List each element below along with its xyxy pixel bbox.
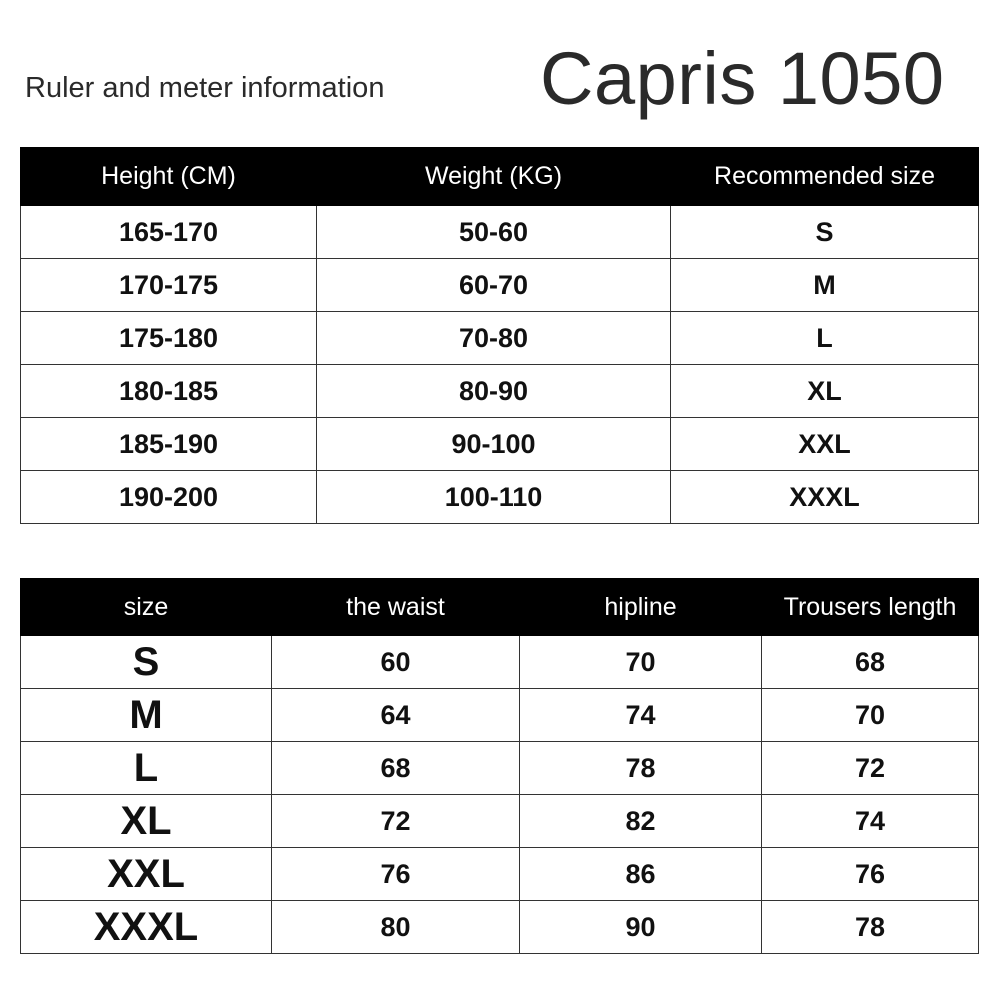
hipline-cell: 70 [520,636,762,689]
recommended-size-cell: XL [671,365,979,418]
weight-cell: 70-80 [317,312,671,365]
waist-cell: 72 [272,795,520,848]
hipline-cell: 74 [520,689,762,742]
waist-cell: 80 [272,901,520,954]
height-cell: 175-180 [21,312,317,365]
table-row [21,901,979,954]
column-header: size [21,579,272,636]
weight-cell: 100-110 [317,471,671,524]
table-row [21,418,979,471]
trousers-length-cell: 72 [762,742,979,795]
table-row [21,689,979,742]
waist-cell: 60 [272,636,520,689]
hipline-cell: 86 [520,848,762,901]
height-cell: 180-185 [21,365,317,418]
table-row [21,471,979,524]
size-recommendation-table [20,147,979,524]
trousers-length-cell: 78 [762,901,979,954]
table-header-row [21,579,979,636]
table-row [21,365,979,418]
column-header: the waist [272,579,520,636]
table-row [21,259,979,312]
weight-cell: 60-70 [317,259,671,312]
column-header: Height (CM) [21,148,317,206]
table-row [21,848,979,901]
recommended-size-cell: XXXL [671,471,979,524]
hipline-cell: 90 [520,901,762,954]
weight-cell: 80-90 [317,365,671,418]
column-header: Recommended size [671,148,979,206]
size-cell: XXXL [21,901,272,954]
table-row [21,795,979,848]
column-header: Trousers length [762,579,979,636]
height-cell: 170-175 [21,259,317,312]
table-header-row [21,148,979,206]
trousers-length-cell: 70 [762,689,979,742]
recommended-size-cell: S [671,206,979,259]
page-subtitle: Ruler and meter information [25,72,385,104]
trousers-length-cell: 68 [762,636,979,689]
table-row [21,742,979,795]
column-header: Weight (KG) [317,148,671,206]
height-cell: 185-190 [21,418,317,471]
table-row [21,206,979,259]
hipline-cell: 82 [520,795,762,848]
recommended-size-cell: XXL [671,418,979,471]
table-row [21,636,979,689]
size-cell: M [21,689,272,742]
table-row [21,312,979,365]
column-header: hipline [520,579,762,636]
waist-cell: 76 [272,848,520,901]
weight-cell: 50-60 [317,206,671,259]
size-cell: XXL [21,848,272,901]
trousers-length-cell: 74 [762,795,979,848]
recommended-size-cell: M [671,259,979,312]
waist-cell: 68 [272,742,520,795]
measurements-table [20,578,979,954]
page-title: Capris 1050 [540,37,945,120]
hipline-cell: 78 [520,742,762,795]
height-cell: 165-170 [21,206,317,259]
waist-cell: 64 [272,689,520,742]
size-cell: S [21,636,272,689]
size-cell: XL [21,795,272,848]
height-cell: 190-200 [21,471,317,524]
weight-cell: 90-100 [317,418,671,471]
recommended-size-cell: L [671,312,979,365]
size-cell: L [21,742,272,795]
trousers-length-cell: 76 [762,848,979,901]
